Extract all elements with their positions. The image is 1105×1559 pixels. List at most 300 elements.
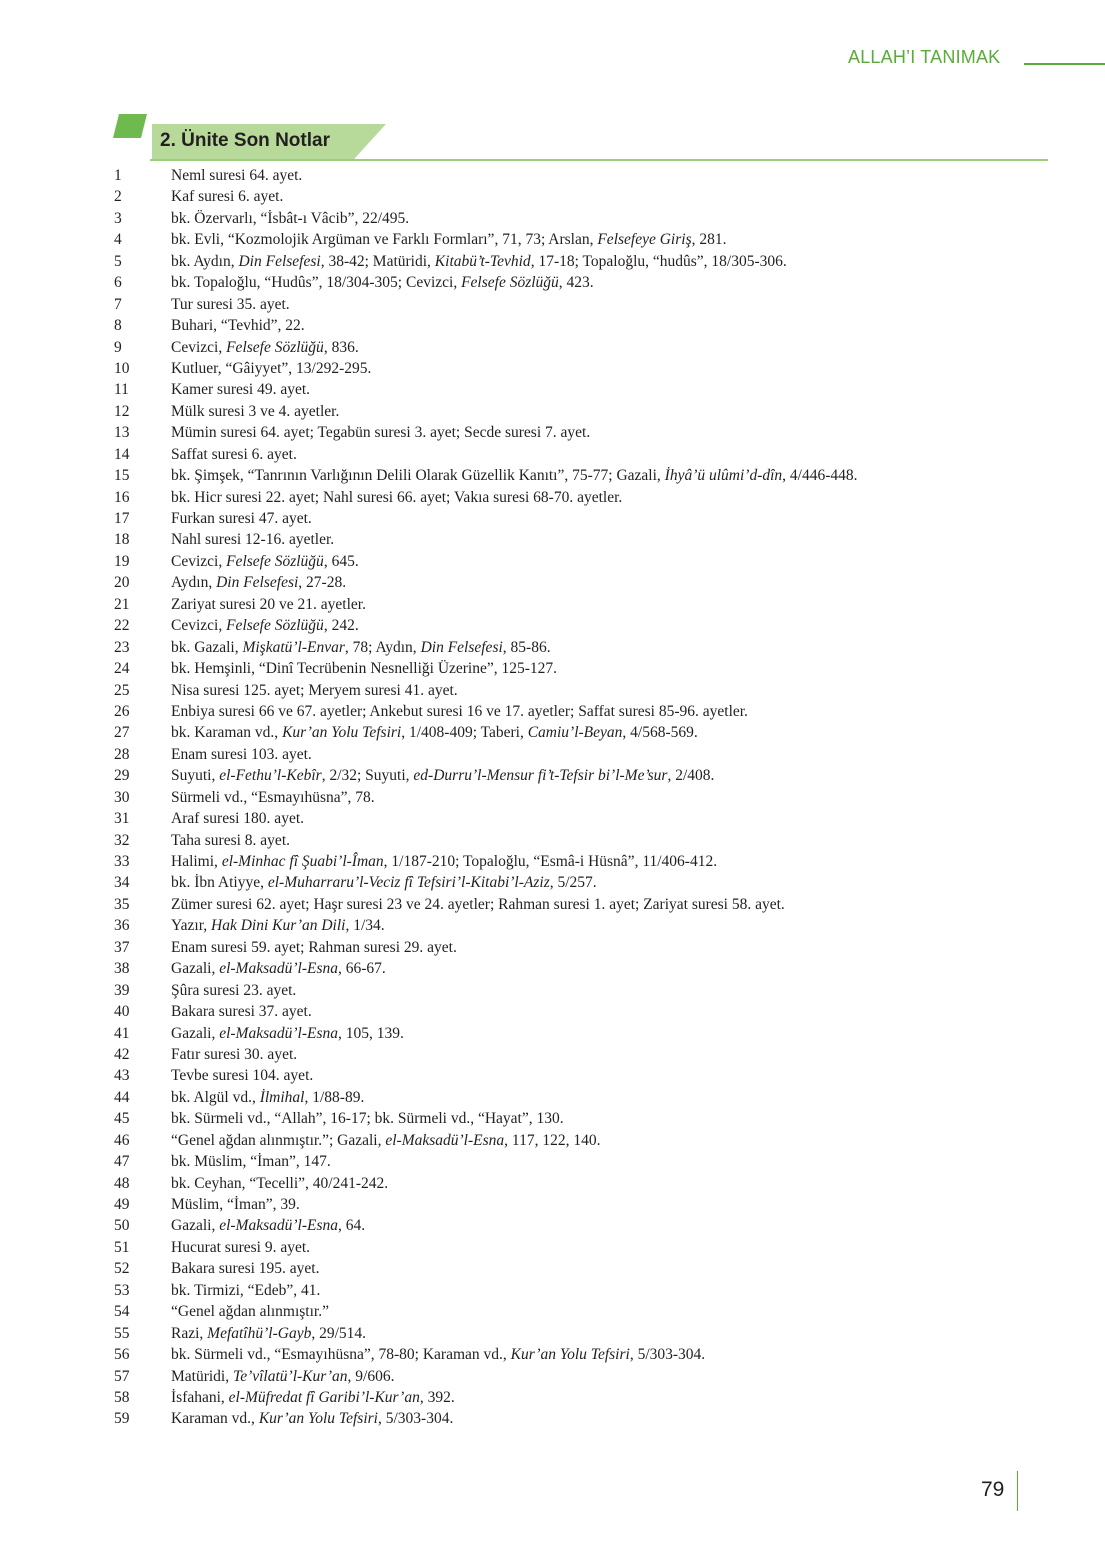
endnote-number: 53 [114,1281,130,1299]
endnote-text-segment: , 17-18; Topaloğlu, “hudûs”, 18/305-306. [530,252,787,270]
endnote-text [171,379,310,400]
endnote-row [114,658,1074,679]
endnote-row [114,294,1074,315]
endnote-row [114,1065,1074,1086]
endnote-number: 25 [114,681,130,699]
endnote-text [171,744,312,765]
endnote-row [114,337,1074,358]
endnote-text [171,851,717,872]
endnote-text [171,1237,310,1258]
endnote-row [114,186,1074,207]
endnote-row [114,1001,1074,1022]
endnote-text [171,165,302,186]
endnote-row [114,722,1074,743]
endnote-work-title: el-Minhac fî Şuabi’l-Îman [221,853,384,870]
endnote-text-segment: Kamer suresi 49. ayet. [171,381,311,399]
endnote-text-segment: Müslim, “İman”, 39. [171,1196,300,1213]
endnote-text-segment: , 836. [323,338,359,356]
endnote-row [114,594,1074,615]
endnote-text-segment: Mülk suresi 3 ve 4. ayetler. [171,402,340,420]
endnote-text [171,1173,388,1194]
endnote-number: 6 [114,274,122,292]
endnote-number: 58 [114,1388,130,1406]
endnote-text-segment: , 4/446-448. [782,467,858,485]
endnote-text-segment: , 5/303-304. [377,1410,454,1428]
endnote-work-title: Kitabü’t-Tevhid [434,252,531,270]
endnote-row [114,701,1074,722]
endnote-text [171,315,305,336]
endnote-text-segment: Buhari, “Tevhid”, 22. [171,317,305,335]
endnote-text-segment: , 392. [419,1388,455,1406]
endnote-row [114,208,1074,229]
endnote-number: 20 [114,574,130,592]
endnote-row [114,851,1074,872]
endnote-text [171,680,458,701]
endnote-row [114,1023,1074,1044]
endnote-text-segment: Araf suresi 180. ayet. [171,810,304,828]
endnote-text-segment: bk. Topaloğlu, “Hudûs”, 18/304-305; Cevizci, [171,274,462,292]
endnote-text-segment: , 1/88-89. [304,1088,365,1106]
endnote-text-segment: bk. Karaman vd., [171,724,283,742]
endnote-row [114,551,1074,572]
endnote-text-segment: Mümin suresi 64. ayet; Tegabün suresi 3. ayet; Secde suresi 7. ayet. [171,424,591,442]
endnote-work-title: İhyâ’ü ulûmi’d-dîn [664,467,783,485]
endnote-text-segment: Gazali, [171,1217,220,1235]
endnote-number: 10 [114,359,130,377]
endnote-work-title: Felsefeye Giriş [597,231,692,249]
endnote-text-segment: Aydın, [171,574,217,592]
endnote-number: 48 [114,1174,130,1192]
endnote-number: 57 [114,1367,130,1385]
endnote-text [171,1023,404,1044]
endnote-number: 56 [114,1346,130,1364]
endnote-row [114,251,1074,272]
endnote-number: 19 [114,552,130,570]
endnote-work-title: el-Maksadü’l-Esna [219,1217,339,1235]
endnote-text-segment: , 281. [691,231,727,249]
endnote-number: 41 [114,1024,130,1042]
endnote-text [171,765,714,786]
endnote-row [114,1301,1074,1322]
endnote-row [114,744,1074,765]
endnote-text-segment: Cevizci, [171,552,227,570]
endnote-text-segment: , 66-67. [338,960,386,978]
endnote-text-segment: Hucurat suresi 9. ayet. [171,1238,311,1256]
endnote-number: 34 [114,874,130,892]
endnote-text-segment: , 64. [338,1217,366,1235]
endnote-text-segment: bk. Evli, “Kozmolojik Argüman ve Farklı Formları”, 71, 73; Arslan, [171,231,598,249]
endnote-text [171,894,785,915]
endnote-work-title: el-Maksadü’l-Esna [219,1024,339,1042]
endnote-text-segment: , 645. [323,552,359,570]
endnote-text-segment: , 2/32; Suyuti, [321,767,414,785]
endnote-work-title: İlmihal [259,1088,305,1106]
endnote-text-segment: Karaman vd., [171,1410,259,1428]
endnote-work-title: el-Maksadü’l-Esna [385,1131,505,1149]
endnote-text [171,1280,320,1301]
endnote-text [171,487,622,508]
endnote-text-segment: bk. İbn Atiyye, [171,874,268,892]
endnote-number: 23 [114,638,130,656]
endnote-number: 49 [114,1196,130,1213]
page-number: 79 [981,1478,1005,1501]
endnote-row [114,615,1074,636]
endnote-number: 59 [114,1410,130,1428]
endnote-text-segment: bk. Hemşinli, “Dinî Tecrübenin Nesnelliği Üzerine”, 125-127. [171,660,558,678]
endnote-text-segment: Tur suresi 35. ayet. [171,295,290,313]
endnote-row [114,444,1074,465]
endnote-text [171,251,787,272]
endnote-number: 13 [114,424,130,442]
endnote-text [171,572,346,593]
endnote-text-segment: bk. Ceyhan, “Tecelli”, 40/241-242. [171,1174,389,1192]
endnote-text-segment: “Genel ağdan alınmıştır.”; Gazali, [171,1131,386,1149]
endnote-row [114,830,1074,851]
endnote-work-title: Kur’an Yolu Tefsiri [510,1346,630,1364]
endnote-number: 40 [114,1003,130,1021]
endnote-row [114,637,1074,658]
endnote-text [171,422,590,443]
endnote-text-segment: Nisa suresi 125. ayet; Meryem suresi 41. ayet. [171,681,458,699]
endnote-text-segment: Matüridi, [171,1367,233,1385]
endnote-text-segment: bk. Sürmeli vd., “Allah”, 16-17; bk. Sürmeli vd., “Hayat”, 130. [171,1110,564,1128]
endnote-work-title: Felsefe Sözlüğü [226,338,324,356]
endnote-work-title: el-Müfredat fî Garibi’l-Kur’an [228,1388,420,1406]
endnote-text-segment: bk. Şimşek, “Tanrının Varlığının Delili Olarak Güzellik Kanıtı”, 75-77; Gazali, [171,467,665,485]
endnote-text [171,1194,300,1215]
endnote-text-segment: Bakara suresi 37. ayet. [171,1003,312,1021]
endnote-row [114,165,1074,186]
endnote-text [171,980,296,1001]
endnote-number: 54 [114,1303,130,1321]
endnote-work-title: ed-Durru’l-Mensur fi’t-Tefsir bi’l-Me’sur [413,767,668,785]
endnote-text [171,1065,313,1086]
endnote-text [171,872,597,893]
endnote-text [171,1366,394,1387]
endnote-number: 44 [114,1088,130,1106]
endnote-row [114,680,1074,701]
endnote-row [114,229,1074,250]
endnote-text [171,701,748,722]
endnote-row [114,1258,1074,1279]
endnote-text [171,1087,364,1108]
endnote-text-segment: , 27-28. [298,574,347,592]
endnote-text [171,1387,455,1408]
endnote-text [171,1258,320,1279]
endnote-work-title: Din Felsefesi [238,252,321,270]
endnote-row [114,1387,1074,1408]
endnote-work-title: Mişkatü’l-Envar [242,638,345,656]
endnote-number: 18 [114,531,130,549]
endnote-row [114,915,1074,936]
endnote-row [114,1130,1074,1151]
endnote-work-title: Mefatîhü’l-Gayb [207,1324,312,1342]
endnote-text [171,808,304,829]
endnote-number: 50 [114,1217,130,1235]
endnote-number: 16 [114,488,130,506]
endnote-text-segment: bk. Gazali, [171,638,243,656]
endnote-text [171,937,457,958]
endnote-row [114,1044,1074,1065]
endnote-text-segment: Tevbe suresi 104. ayet. [171,1067,314,1085]
endnote-row [114,808,1074,829]
endnote-text [171,958,386,979]
endnote-row [114,872,1074,893]
endnote-text-segment: , 78; Aydın, [344,638,421,656]
endnote-number: 51 [114,1238,130,1256]
endnote-row [114,765,1074,786]
endnote-text [171,401,339,422]
endnote-row [114,1323,1074,1344]
endnote-text-segment: Razi, [171,1324,208,1342]
endnote-row [114,894,1074,915]
endnote-text [171,337,359,358]
endnote-text-segment: bk. Hicr suresi 22. ayet; Nahl suresi 66. ayet; Vakıa suresi 68-70. ayetler. [171,488,623,506]
endnote-text-segment: Fatır suresi 30. ayet. [171,1045,298,1063]
endnote-number: 29 [114,767,130,785]
endnote-row [114,958,1074,979]
endnote-number: 52 [114,1260,130,1278]
endnote-text [171,637,551,658]
endnote-text-segment: , 85-86. [502,638,551,656]
endnote-text-segment: Enbiya suresi 66 ve 67. ayetler; Ankebut suresi 16 ve 17. ayetler; Saffat suresi 85-96. ayetler. [171,702,748,720]
endnote-text [171,1108,564,1129]
endnote-text [171,508,312,529]
section-marker [113,114,147,138]
endnote-text-segment: , 9/606. [347,1367,395,1385]
endnote-number: 8 [114,317,122,335]
endnote-text-segment: Cevizci, [171,617,227,635]
endnote-work-title: Hak Dini Kur’an Dili [211,917,346,935]
endnote-text [171,658,557,679]
endnote-number: 45 [114,1110,130,1128]
endnote-text-segment: bk. Algül vd., [171,1088,260,1106]
endnote-number: 24 [114,660,130,678]
endnote-text [171,1151,331,1172]
endnote-number: 28 [114,745,130,763]
endnote-text [171,722,698,743]
endnote-text-segment: Halimi, [171,853,222,870]
endnote-text [171,1301,329,1322]
endnote-text [171,787,375,808]
endnote-number: 21 [114,595,130,613]
endnote-number: 1 [114,167,122,184]
endnote-text-segment: , 423. [558,274,594,292]
endnote-work-title: Kur’an Yolu Tefsiri [258,1410,378,1428]
endnote-text-segment: Enam suresi 59. ayet; Rahman suresi 29. ayet. [171,938,457,956]
endnote-row [114,1280,1074,1301]
endnote-row [114,272,1074,293]
endnote-text [171,465,858,486]
endnote-work-title: Felsefe Sözlüğü [461,274,559,292]
endnote-work-title: Din Felsefesi [420,638,503,656]
endnote-text-segment: Saffat suresi 6. ayet. [171,445,297,463]
endnote-work-title: Din Felsefesi [216,574,299,592]
endnote-number: 7 [114,295,122,313]
endnote-text [171,272,594,293]
endnote-text-segment: bk. Aydın, [171,252,239,270]
endnote-text-segment: Taha suresi 8. ayet. [171,831,290,849]
endnote-work-title: el-Fethu’l-Kebîr [219,767,322,785]
endnote-number: 30 [114,788,130,806]
endnotes-list [114,165,1074,1430]
endnote-text-segment: Neml suresi 64. ayet. [171,167,303,184]
endnote-row [114,787,1074,808]
endnote-text-segment: , 4/568-569. [622,724,698,742]
endnote-number: 35 [114,895,130,913]
section-rule [150,159,1048,161]
endnote-number: 46 [114,1131,130,1149]
endnote-number: 55 [114,1324,130,1342]
endnote-work-title: Te’vîlatü’l-Kur’an [233,1367,348,1385]
endnote-text [171,1323,366,1344]
endnote-row [114,465,1074,486]
endnote-row [114,980,1074,1001]
endnote-text-segment: Enam suresi 103. ayet. [171,745,312,763]
endnote-text-segment: Furkan suresi 47. ayet. [171,510,312,527]
endnote-text-segment: Şûra suresi 23. ayet. [171,981,297,999]
endnote-number: 5 [114,252,122,270]
endnote-number: 26 [114,702,130,720]
endnote-number: 12 [114,402,130,420]
page-number-rule [1017,1471,1018,1511]
endnote-text-segment: İsfahani, [171,1388,229,1406]
endnote-text-segment: Zariyat suresi 20 ve 21. ayetler. [171,595,366,613]
endnote-row [114,487,1074,508]
endnote-number: 37 [114,938,130,956]
endnote-text [171,1001,312,1022]
endnote-row [114,358,1074,379]
endnote-text-segment: , 1/34. [345,917,385,935]
endnote-text [171,529,334,550]
endnote-text [171,229,726,250]
endnote-number: 9 [114,338,122,356]
endnote-text [171,830,290,851]
endnote-text [171,444,297,465]
endnote-text-segment: bk. Özervarlı, “İsbât-ı Vâcib”, 22/495. [171,209,410,227]
endnote-number: 33 [114,853,130,870]
endnote-row [114,401,1074,422]
running-title: ALLAH’I TANIMAK [848,47,1001,67]
running-title-rule [1024,63,1105,65]
endnote-row [114,1344,1074,1365]
endnote-text [171,594,366,615]
endnote-text-segment: , 5/257. [549,874,597,892]
endnote-text-segment: Zümer suresi 62. ayet; Haşr suresi 23 ve 24. ayetler; Rahman suresi 1. ayet; Zariyat suresi 58. ayet. [171,895,785,913]
endnote-text-segment: Bakara suresi 195. ayet. [171,1260,320,1278]
endnote-row [114,379,1074,400]
endnote-number: 3 [114,209,122,227]
endnote-work-title: Felsefe Sözlüğü [226,552,324,570]
endnote-number: 4 [114,231,122,249]
endnote-text-segment: Gazali, [171,960,220,978]
endnote-row [114,572,1074,593]
endnote-text-segment: , 5/303-304. [629,1346,706,1364]
endnote-text [171,1130,600,1151]
endnote-text-segment: Nahl suresi 12-16. ayetler. [171,531,335,549]
endnote-row [114,1194,1074,1215]
endnote-number: 31 [114,810,130,828]
endnote-row [114,1108,1074,1129]
endnote-text [171,294,290,315]
endnote-text-segment: bk. Tirmizi, “Edeb”, 41. [171,1281,321,1299]
endnote-text [171,615,359,636]
endnote-row [114,1237,1074,1258]
endnote-number: 36 [114,917,130,935]
endnote-work-title: Felsefe Sözlüğü [226,617,324,635]
endnote-text-segment: Suyuti, [171,767,220,785]
endnote-row [114,937,1074,958]
endnote-number: 38 [114,960,130,978]
endnote-number: 15 [114,467,130,485]
endnote-text [171,1344,705,1365]
endnote-text-segment: Yazır, [171,917,211,935]
endnote-text-segment: , 117, 122, 140. [504,1131,601,1149]
endnote-text [171,1044,297,1065]
endnote-text [171,208,409,229]
endnote-text-segment: bk. Sürmeli vd., “Esmayıhüsna”, 78-80; Karaman vd., [171,1346,511,1364]
endnote-work-title: Camiu’l-Beyan [527,724,623,742]
endnote-number: 14 [114,445,130,463]
endnote-text [171,551,359,572]
endnote-text [171,358,371,379]
endnote-text-segment: bk. Müslim, “İman”, 147. [171,1153,331,1171]
endnote-text [171,915,385,936]
endnote-text [171,186,283,207]
endnote-text [171,1408,453,1429]
endnote-row [114,1215,1074,1236]
endnote-row [114,1087,1074,1108]
endnote-text-segment: Sürmeli vd., “Esmayıhüsna”, 78. [171,788,375,806]
endnote-text-segment: Gazali, [171,1024,220,1042]
endnote-row [114,315,1074,336]
endnote-number: 22 [114,617,130,635]
endnote-row [114,1408,1074,1429]
endnote-number: 42 [114,1045,130,1063]
endnote-work-title: Kur’an Yolu Tefsiri [282,724,402,742]
endnote-row [114,1151,1074,1172]
endnote-row [114,422,1074,443]
endnote-text-segment: Kaf suresi 6. ayet. [171,188,284,206]
endnote-text-segment: , 242. [323,617,359,635]
endnote-row [114,1366,1074,1387]
endnote-number: 2 [114,188,122,206]
endnote-text-segment: , 38-42; Matüridi, [320,252,435,270]
endnote-text [171,1215,365,1236]
endnote-number: 47 [114,1153,130,1171]
endnote-number: 11 [114,381,129,399]
endnote-number: 27 [114,724,130,742]
endnote-work-title: el-Muharraru’l-Veciz fî Tefsiri’l-Kitabi’l-Aziz [267,874,550,892]
endnote-number: 39 [114,981,130,999]
endnote-row [114,508,1074,529]
endnote-text-segment: , 2/408. [667,767,715,785]
endnote-number: 43 [114,1067,130,1085]
endnote-text-segment: Cevizci, [171,338,227,356]
endnote-row [114,529,1074,550]
endnote-number: 32 [114,831,130,849]
endnote-text-segment: , 105, 139. [338,1024,404,1042]
endnote-text-segment: , 1/408-409; Taberi, [401,724,528,742]
endnote-text-segment: Kutluer, “Gâiyyet”, 13/292-295. [171,359,372,377]
endnote-text-segment: “Genel ağdan alınmıştır.” [171,1303,329,1321]
endnote-number: 17 [114,510,130,527]
endnote-text-segment: , 1/187-210; Topaloğlu, “Esmâ-i Hüsnâ”, 11/406-412. [383,853,718,870]
endnote-row [114,1173,1074,1194]
section-title: 2. Ünite Son Notlar [160,130,330,151]
endnote-work-title: el-Maksadü’l-Esna [219,960,339,978]
endnote-text-segment: , 29/514. [311,1324,367,1342]
